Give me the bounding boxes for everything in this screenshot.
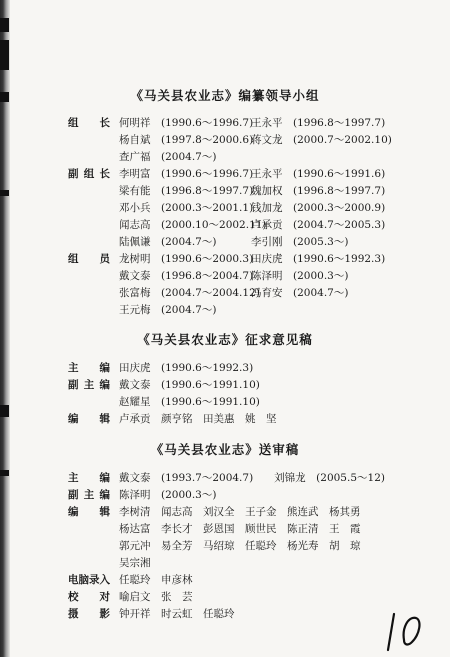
consult-label-editor: 主 编 xyxy=(68,362,110,374)
review-cell: 郭元冲 易全芳 马绍琼 任聪玲 杨光寿 胡 琼 xyxy=(119,540,361,552)
leaders-cell: 张富梅 (2004.7～2004.12) xyxy=(119,287,260,299)
review-label-editor: 主 编 xyxy=(68,472,110,484)
leaders-cell: 卢承贡 (2004.7～2005.3) xyxy=(251,219,386,231)
leaders-cell: 杨自斌 (1997.8～2000.6) xyxy=(119,134,254,146)
leaders-cell: 李引刚 (2005.3～) xyxy=(251,236,349,248)
leaders-label-members: 组 员 xyxy=(68,253,110,265)
review-label-deputy-editor: 副主编 xyxy=(68,489,110,501)
leaders-cell: 陈泽明 (2000.3～) xyxy=(251,270,349,282)
handwritten-page-number xyxy=(378,610,428,655)
leaders-cell: 田庆虎 (1990.6～1992.3) xyxy=(251,253,386,265)
leaders-cell: 钱加龙 (2000.3～2000.9) xyxy=(251,202,386,214)
consult-cell: 田庆虎 (1990.6～1992.3) xyxy=(119,362,254,374)
leaders-cell: 闻志高 (2000.10～2002.11) xyxy=(119,219,267,231)
leaders-cell: 陆佩谦 (2004.7～) xyxy=(119,236,217,248)
leaders-cell: 邓小兵 (2000.3～2001.1) xyxy=(119,202,254,214)
consult-cell: 卢承贡 颜亨铭 田美惠 姚 坚 xyxy=(119,413,277,425)
leaders-cell: 王永平 (1990.6～1991.6) xyxy=(251,168,386,180)
review-cell: 吴宗湘 xyxy=(119,557,151,569)
consult-cell: 赵耀星 (1990.6～1991.10) xyxy=(119,396,260,408)
consult-title: 《马关县农业志》征求意见稿 xyxy=(137,332,313,347)
leaders-cell: 王永平 (1996.8～1997.7) xyxy=(251,117,386,129)
leaders-cell: 魏加权 (1996.8～1997.7) xyxy=(251,185,386,197)
review-cell: 杨达富 李长才 彭恩国 顾世民 陈正清 王 霞 xyxy=(119,523,361,535)
leaders-cell: 龙树明 (1990.6～2000.3) xyxy=(119,253,254,265)
review-cell: 钟开祥 时云虹 任聪玲 xyxy=(119,608,235,620)
leaders-cell: 王元梅 (2004.7～) xyxy=(119,304,217,316)
leaders-cell: 何明祥 (1990.6～1996.7) xyxy=(119,117,254,129)
review-title: 《马关县农业志》送审稿 xyxy=(150,442,300,457)
review-label-proofreading: 校 对 xyxy=(68,591,110,603)
review-label-editors: 编 辑 xyxy=(68,506,110,518)
review-label-data-entry: 电脑录入 xyxy=(68,574,110,586)
leaders-cell: 蒋文龙 (2000.7～2002.10) xyxy=(251,134,392,146)
consult-label-deputy-editor: 副主编 xyxy=(68,379,110,391)
review-cell: 戴文泰 (1993.7～2004.7) 刘锦龙 (2005.5～12) xyxy=(119,472,385,484)
leaders-label-chief: 组 长 xyxy=(68,117,110,129)
leaders-label-deputy: 副组长 xyxy=(68,168,110,180)
review-cell: 陈泽明 (2000.3～) xyxy=(119,489,217,501)
consult-label-editors: 编 辑 xyxy=(68,413,110,425)
leaders-cell: 李明富 (1990.6～1996.7) xyxy=(119,168,254,180)
review-cell: 喻启文 张 芸 xyxy=(119,591,193,603)
review-cell: 任聪玲 申彦林 xyxy=(119,574,193,586)
review-label-photography: 摄 影 xyxy=(68,608,110,620)
leaders-cell: 冯育安 (2004.7～) xyxy=(251,287,349,299)
consult-cell: 戴文泰 (1990.6～1991.10) xyxy=(119,379,260,391)
leaders-title: 《马关县农业志》编纂领导小组 xyxy=(130,88,320,103)
review-cell: 李树清 闻志高 刘汉全 王子金 熊连武 杨其勇 xyxy=(119,506,361,518)
leaders-cell: 查广福 (2004.7～) xyxy=(119,151,217,163)
leaders-cell: 梁有能 (1996.8～1997.7) xyxy=(119,185,254,197)
leaders-cell: 戴文泰 (1996.8～2004.7) xyxy=(119,270,254,282)
